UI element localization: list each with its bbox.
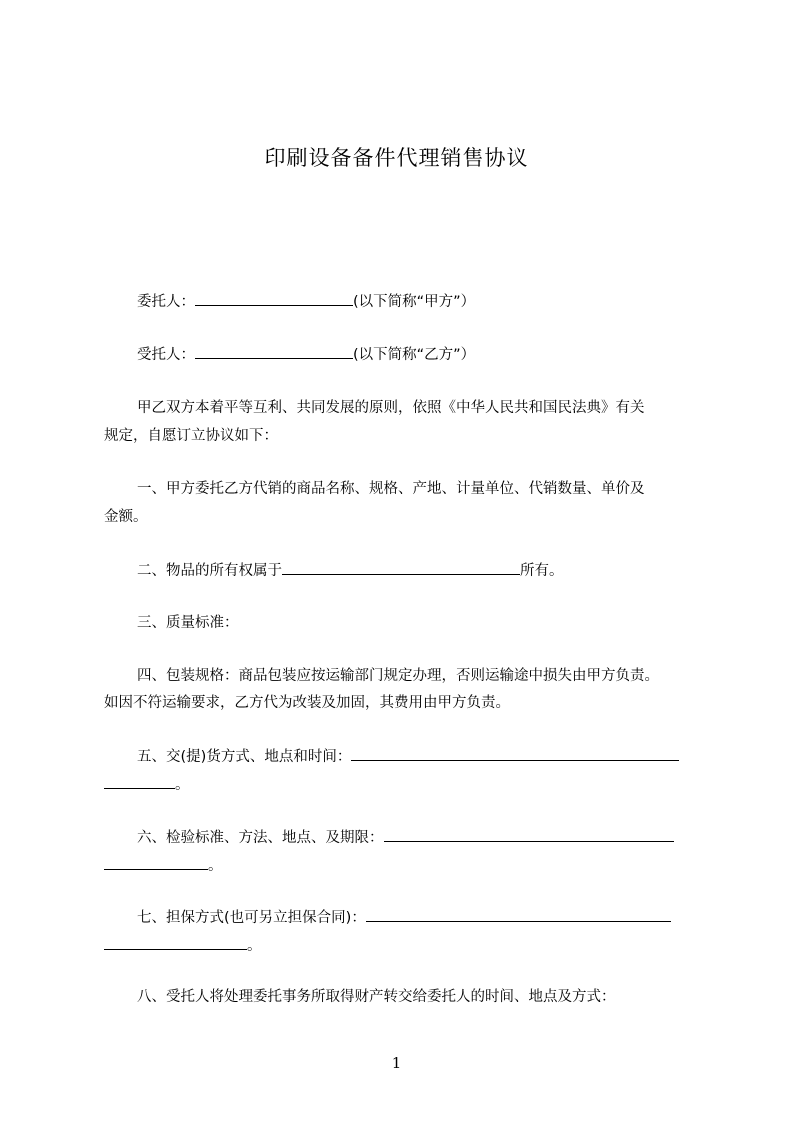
party-a-label: 委托人： [137,294,195,310]
intro-line-1: 甲乙双方本着平等互利、共同发展的原则，依照《中华人民共和国民法典》有关 [137,400,645,416]
clause-8-line: 八、受托人将处理委托事务所取得财产转交给委托人的时间、地点及方式： [137,989,616,1005]
clause-1-line-1: 一、甲方委托乙方代销的商品名称、规格、产地、计量单位、代销数量、单价及 [137,481,645,497]
clause-6-blank-1 [384,827,674,842]
page-number: 1 [391,1054,402,1072]
clause-7-line-1 [137,907,671,928]
clause-7-prefix: 七、担保方式(也可另立担保合同)： [137,910,366,926]
clause-5-end: 。 [175,777,190,793]
clause-1-line-2: 金额。 [104,509,148,525]
clause-4-line-1: 四、包装规格：商品包装应按运输部门规定办理，否则运输途中损失由甲方负责。 [137,668,659,684]
clause-7-blank-2 [104,935,247,950]
clause-7-end: 。 [247,938,262,954]
clause-6-line-1 [137,827,674,848]
party-a-line [137,291,475,312]
clause-5-prefix: 五、交(提)货方式、地点和时间： [137,749,352,765]
party-b-note: (以下简称“乙方”） [353,347,476,363]
clause-6-line-2 [104,855,223,876]
document-title: 印刷设备备件代理销售协议 [264,146,529,170]
clause-5-line-1 [137,746,679,767]
clause-2-prefix: 二、物品的所有权属于 [137,563,282,579]
clause-4-line-2: 如因不符运输要求，乙方代为改装及加固，其费用由甲方负责。 [104,695,510,711]
clause-6-prefix: 六、检验标准、方法、地点、及期限： [137,830,384,846]
clause-2-blank [282,560,520,575]
party-b-label: 受托人： [137,347,195,363]
clause-5-line-2 [104,774,190,795]
clause-3-line: 三、质量标准： [137,615,239,631]
clause-6-blank-2 [104,855,208,870]
intro-line-2: 规定，自愿订立协议如下： [104,428,278,444]
clause-5-blank-1 [351,746,679,761]
clause-2-suffix: 所有。 [520,563,564,579]
clause-6-end: 。 [208,858,223,874]
clause-5-blank-2 [104,774,175,789]
party-a-note: (以下简称“甲方”） [353,294,476,310]
clause-7-blank-1 [366,907,671,922]
clause-7-line-2 [104,935,262,956]
clause-2-line [137,560,564,581]
party-b-line [137,344,475,365]
party-b-blank [195,344,353,359]
party-a-blank [195,291,353,306]
